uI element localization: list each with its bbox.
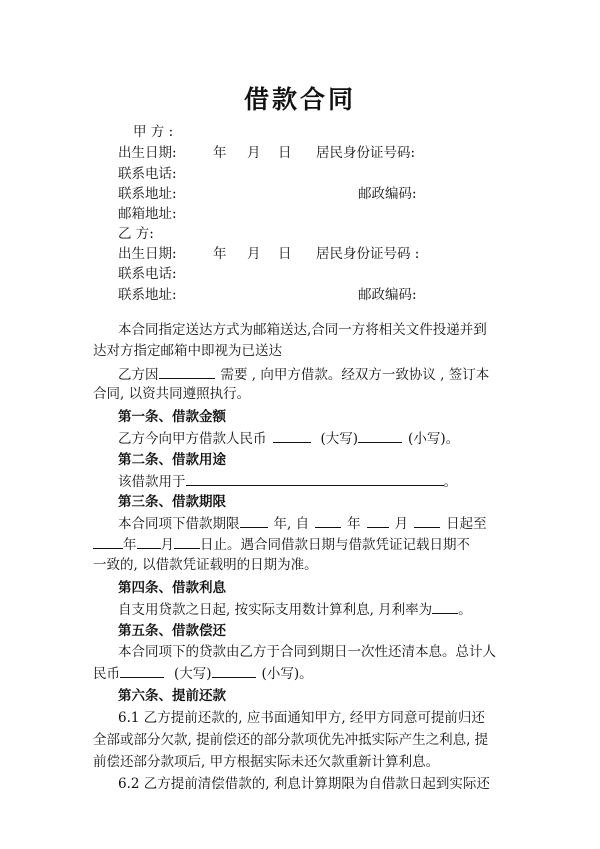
page-title: 借款合同 [243, 85, 356, 114]
article-text: 月 [160, 537, 174, 553]
party-b-month: 月 [247, 246, 261, 262]
party-b-phone-label: 联系电话: [118, 266, 177, 282]
article-6-heading: 第六条、提前还款 [118, 688, 226, 704]
article-text: (小写)。 [261, 666, 313, 682]
party-b-label: 乙 方: [118, 226, 154, 242]
party-b-day: 日 [278, 246, 292, 262]
article-text: 该借款用于 [118, 474, 186, 490]
article-text: 民币 [93, 666, 120, 682]
party-a-phone-label: 联系电话: [118, 166, 177, 182]
preamble-text: 需要 , 向甲方借款。经双方一致协议 , 签订本 [220, 367, 490, 383]
article-text: 日止。遇合同借款日期与借款凭证记载日期不 [200, 537, 470, 553]
amount-blank [273, 430, 311, 443]
total-upper-blank [212, 665, 256, 678]
article-1-heading: 第一条、借款金额 [118, 409, 226, 425]
party-b-year: 年 [213, 246, 227, 262]
article-text: 。 [443, 474, 457, 490]
article-text: 自支用贷款之日起, 按实际支用数计算利息, 月利率为 [118, 602, 433, 618]
amount-upper-blank [358, 430, 402, 443]
article-text: 乙方今向甲方借款人民币 [118, 431, 267, 447]
article-5-line: 本合同项下的贷款由乙方于合同到期日一次性还清本息。总计人 [118, 644, 496, 660]
date-blank [315, 515, 341, 528]
party-a-email-label: 邮箱地址: [118, 206, 177, 222]
preamble-text: 乙方因 [118, 367, 159, 383]
total-blank [120, 665, 164, 678]
preamble-line [118, 366, 489, 383]
preamble-line: 达对方指定邮箱中即视为已送达 [93, 343, 282, 359]
date-blank [367, 515, 389, 528]
party-b-birth-label: 出生日期: [118, 246, 177, 262]
article-6-line: 6.1 乙方提前还款的, 应书面通知甲方, 经甲方同意可提前归还 [118, 710, 485, 726]
date-blank [174, 536, 200, 549]
purpose-blank [186, 473, 444, 486]
article-3-heading: 第三条、借款期限 [118, 494, 226, 510]
party-a-id-label: 居民身份证号码: [316, 145, 416, 161]
party-b-id-label: 居民身份证号码 : [316, 246, 420, 262]
article-text: (小写)。 [408, 431, 460, 447]
article-text: 。 [458, 602, 472, 618]
party-a-birth-label: 出生日期: [118, 145, 177, 161]
article-text: 年 [347, 516, 361, 532]
article-text: 本合同项下借款期限 [118, 516, 240, 532]
party-a-label: 甲 方 : [133, 124, 174, 140]
party-b-address-label: 联系地址: [118, 287, 177, 303]
article-text: (大写) [174, 666, 212, 682]
article-5-line [93, 665, 313, 682]
article-3-line: 一致的, 以借款凭证载明的日期为准。 [93, 557, 318, 573]
date-blank [137, 536, 161, 549]
article-2-heading: 第二条、借款用途 [118, 452, 226, 468]
preamble-line: 本合同指定送达方式为邮箱送达,合同一方将相关文件投递并到 [118, 322, 487, 338]
article-text: 月 [394, 516, 409, 532]
article-text: 年 [123, 537, 137, 553]
article-6-line: 6.2 乙方提前清偿借款的, 利息计算期限为自借款日起到实际还 [118, 776, 490, 792]
article-5-heading: 第五条、借款偿还 [118, 623, 226, 639]
article-text: (大写) [320, 431, 359, 447]
party-a-year: 年 [213, 145, 227, 161]
party-b-postcode-label: 邮政编码: [358, 287, 417, 303]
date-blank [93, 536, 123, 549]
article-2-line [118, 473, 457, 490]
term-blank [240, 515, 268, 528]
preamble-line: 合同, 以资共同遵照执行。 [93, 386, 251, 402]
article-text: 年, 自 [273, 516, 310, 532]
article-3-line [93, 536, 470, 553]
article-4-line [118, 601, 472, 618]
reason-blank [159, 366, 215, 379]
article-3-line [118, 515, 487, 532]
interest-rate-blank [432, 601, 458, 614]
party-a-day: 日 [278, 145, 292, 161]
party-a-month: 月 [247, 145, 261, 161]
article-6-line: 全部或部分欠款, 提前偿还的部分款项优先冲抵实际产生之利息, 提 [93, 732, 489, 748]
article-4-heading: 第四条、借款利息 [118, 580, 226, 596]
party-a-postcode-label: 邮政编码: [358, 186, 417, 202]
party-a-address-label: 联系地址: [118, 186, 177, 202]
date-blank [414, 515, 440, 528]
article-text: 日起至 [446, 516, 487, 532]
article-6-line: 前偿还部分款项后, 甲方根据实际未还欠款重新计算利息。 [93, 754, 440, 770]
article-1-line [118, 430, 459, 447]
